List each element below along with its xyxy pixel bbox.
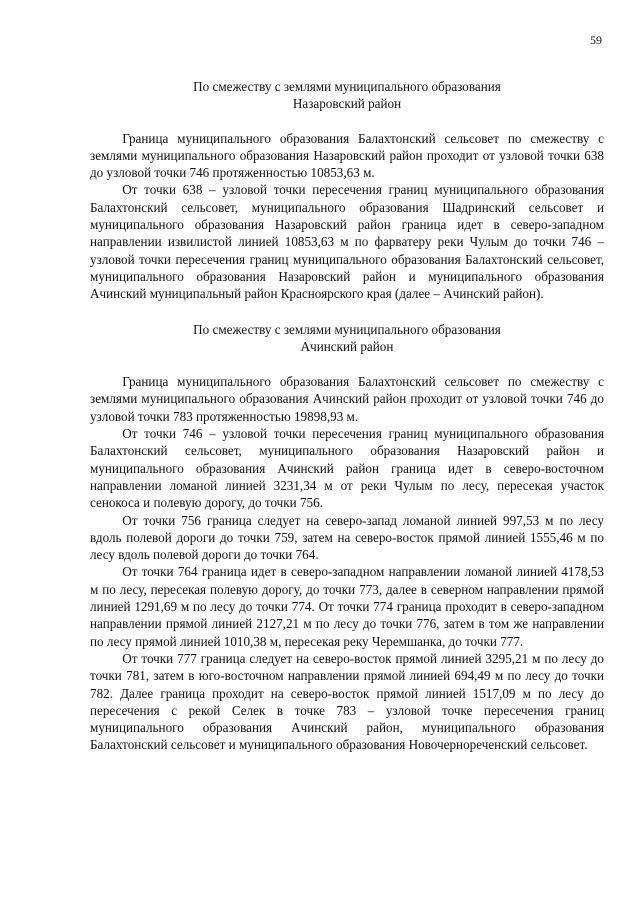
paragraph: От точки 746 – узловой точки пересечения границ муниципального образования Балахтонский сельсовет, муниципального образования Назаровский район и муниципального образования Ачинский район граница идет в северо-восточном направлении ломаной линией 3231,34 м от реки Чулым по лесу, пересекая участок сенокоса и полевую дорогу, до точки 756. xyxy=(90,426,604,511)
section-heading-line: По смежеству с землями муниципального образования xyxy=(193,79,501,94)
section-heading-line: Назаровский район xyxy=(292,96,402,112)
section-heading-line: Ачинский район xyxy=(300,338,394,354)
page-number: 59 xyxy=(590,33,602,47)
document-body xyxy=(90,78,604,754)
paragraph: От точки 777 граница следует на северо-восток прямой линией 3295,21 м по лесу до точки 781, затем в юго-восточном направлении прямой линией 694,49 м по лесу до точки 782. Далее граница проходит на северо-восток прямой линией 1517,09 м по лесу до пересечения с рекой Селек в точке 783 – узловой точке пересечения границ муниципального образования Ачинский район, муниципального образования Балахтонский сельсовет и муниципального образования Новочернореченский сельсовет. xyxy=(90,650,604,753)
paragraph: От точки 756 граница следует на северо-запад ломаной линией 997,53 м по лесу вдоль полевой дороги до точки 759, затем на северо-восток прямой линией 1555,46 м по лесу вдоль полевой дороги до точки 764. xyxy=(90,512,604,563)
paragraph: От точки 764 граница идет в северо-западном направлении ломаной линией 4178,53 м по лесу, пересекая полевую дорогу, до точки 773, далее в северном направлении прямой линией 1291,69 м по лесу до точки 774. От точки 774 граница проходит в северо-западном направлении прямой линией 2127,21 м по лесу до точки 776, затем в том же направлении по лесу прямой линией 1010,38 м, пересекая реку Черемшанка, до точки 777. xyxy=(90,564,604,649)
section-heading-nazarovsky xyxy=(90,78,604,113)
paragraph: От точки 638 – узловой точки пересечения границ муниципального образования Балахтонский сельсовет, муниципального образования Шадринский сельсовет и муниципального образования Назаровский район граница идет в северо-западном направлении извилистой линией 10853,63 м по фарватеру реки Чулым до точки 746 – узловой точки пересечения границ муниципального образования Балахтонский сельсовет, муниципального образования Назаровский район и муниципального образования Ачинский муниципальный район Красноярского края (далее – Ачинский район). xyxy=(90,182,604,302)
paragraph: Граница муниципального образования Балахтонский сельсовет по смежеству с землями муниципального образования Назаровский район проходит от узловой точки 638 до узловой точки 746 протяженностью 10853,63 м. xyxy=(90,130,604,181)
section-heading-achinsky xyxy=(90,321,604,356)
section-heading-line: По смежеству с землями муниципального образования xyxy=(193,321,501,337)
paragraph: Граница муниципального образования Балахтонский сельсовет по смежеству с землями муниципального образования Ачинский район проходит от узловой точки 746 до узловой точки 783 протяженностью 19898,93 м. xyxy=(90,374,604,424)
